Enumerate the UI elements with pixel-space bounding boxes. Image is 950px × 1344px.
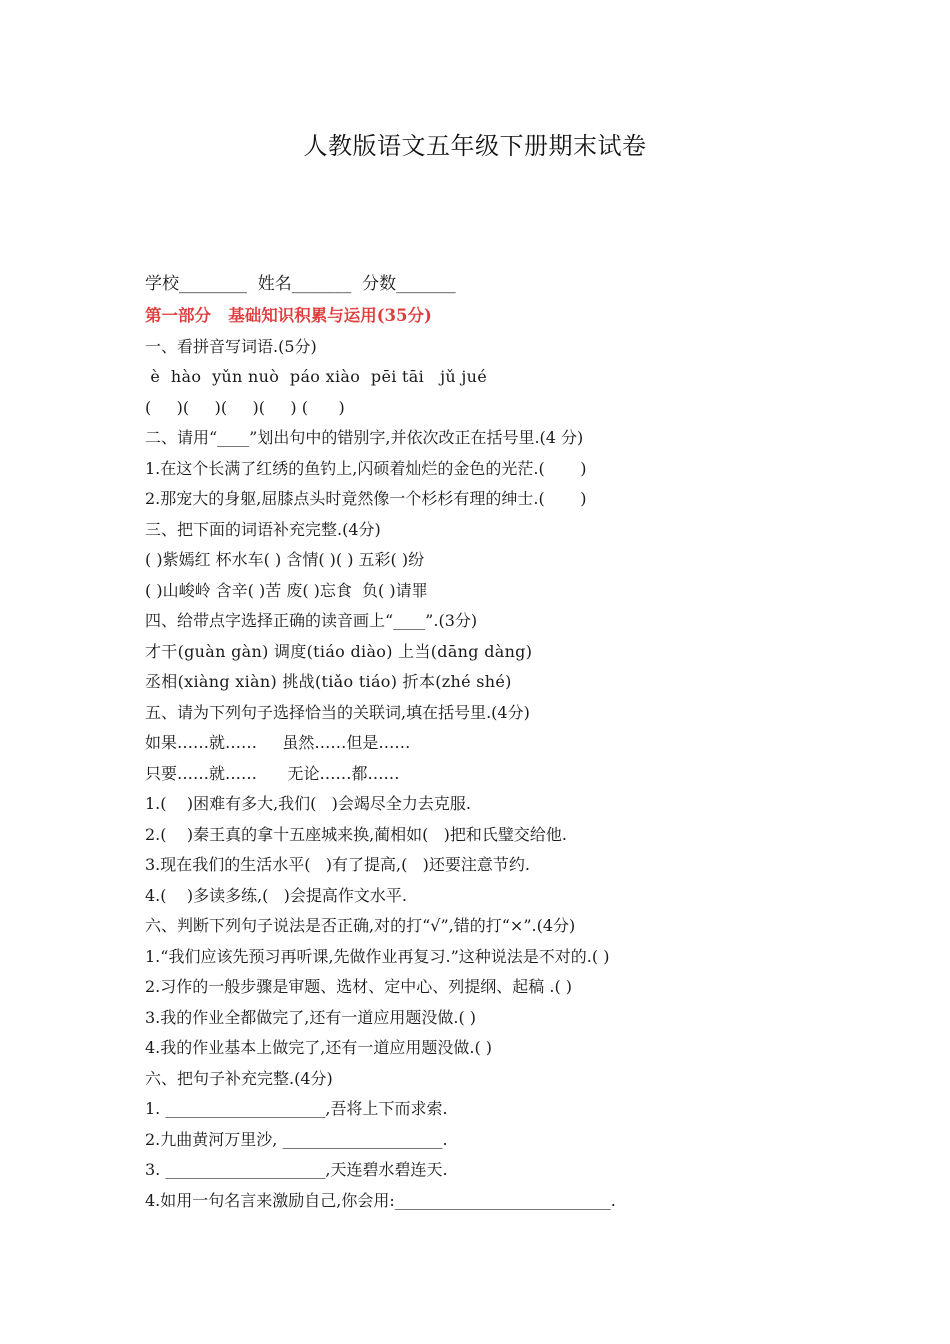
question-heading: 二、请用“____”划出句中的错别字,并依次改正在括号里.(4 分) <box>145 428 584 447</box>
question-item: 丞相(xiàng xiàn) 挑战(tiǎo tiáo) 折本(zhé shé) <box>145 672 512 691</box>
question-item: ( )山峻岭 含辛( )苦 废( )忘食 负( )请罪 <box>145 580 428 600</box>
question-item: 才干(guàn gàn) 调度(tiáo diào) 上当(dāng dàng) <box>145 641 533 661</box>
question-item: 4.我的作业基本上做完了,还有一道应用题没做.( ) <box>145 1038 493 1057</box>
question-item: 3.我的作业全都做完了,还有一道应用题没做.( ) <box>145 1007 477 1027</box>
question-heading: 三、把下面的词语补充完整.(4分) <box>145 519 381 539</box>
question-item: 4.( )多读多练,( )会提高作文水平. <box>145 885 408 905</box>
question-item: 1. ____________________,吾将上下而求索. <box>145 1099 448 1118</box>
question-heading: 四、给带点字选择正确的读音画上“____”.(3分) <box>145 611 478 630</box>
student-info-line: 学校________ 姓名_______ 分数_______ <box>145 274 456 294</box>
question-item: 2.习作的一般步骤是审题、选材、定中心、列提纲、起稿 .( ) <box>145 977 573 996</box>
pinyin-line: è hào yǔn nuò páo xiào pēi tāi jǔ jué <box>145 367 488 386</box>
question-heading: 六、把句子补充完整.(4分) <box>145 1068 333 1088</box>
question-heading: 六、判断下列句子说法是否正确,对的打“√”,错的打“×”.(4分) <box>145 916 576 935</box>
page-title: 人教版语文五年级下册期末试卷 <box>303 132 647 160</box>
conjunction-options: 只要……就…… 无论……都…… <box>145 763 400 783</box>
answer-brackets: ( )( )( )( ) ( ) <box>145 397 345 417</box>
question-item: ( )紫嫣红 杯水车( ) 含情( )( ) 五彩( )纷 <box>145 550 425 569</box>
question-item: 4.如用一句名言来激励自己,你会用:___________________________. <box>145 1190 616 1210</box>
question-item: 3.现在我们的生活水平( )有了提高,( )还要注意节约. <box>145 855 530 874</box>
question-item: 1.“我们应该先预习再听课,先做作业再复习.”这种说法是不对的.( ) <box>145 946 610 966</box>
question-item: 2.( )秦王真的拿十五座城来换,蔺相如( )把和氏璧交给他. <box>145 824 568 844</box>
question-item: 2.九曲黄河万里沙, ____________________. <box>145 1129 448 1149</box>
question-item: 1.( )困难有多大,我们( )会竭尽全力去克服. <box>145 794 472 813</box>
question-item: 3. ____________________,天连碧水碧连天. <box>145 1160 448 1179</box>
question-item: 1.在这个长满了红绣的鱼钓上,闪硕着灿烂的金色的光茫.( ) <box>145 458 587 478</box>
question-heading: 五、请为下列句子选择恰当的关联词,填在括号里.(4分) <box>145 702 530 722</box>
exam-body <box>145 267 865 1216</box>
question-heading: 一、看拼音写词语.(5分) <box>145 336 317 356</box>
question-item: 2.那宠大的身躯,屈膝点头时竟然像一个杉杉有理的绅士.( ) <box>145 489 587 508</box>
section-heading-part1: 第一部分 基础知识积累与运用(35分) <box>145 306 432 325</box>
conjunction-options: 如果……就…… 虽然……但是…… <box>145 733 411 752</box>
